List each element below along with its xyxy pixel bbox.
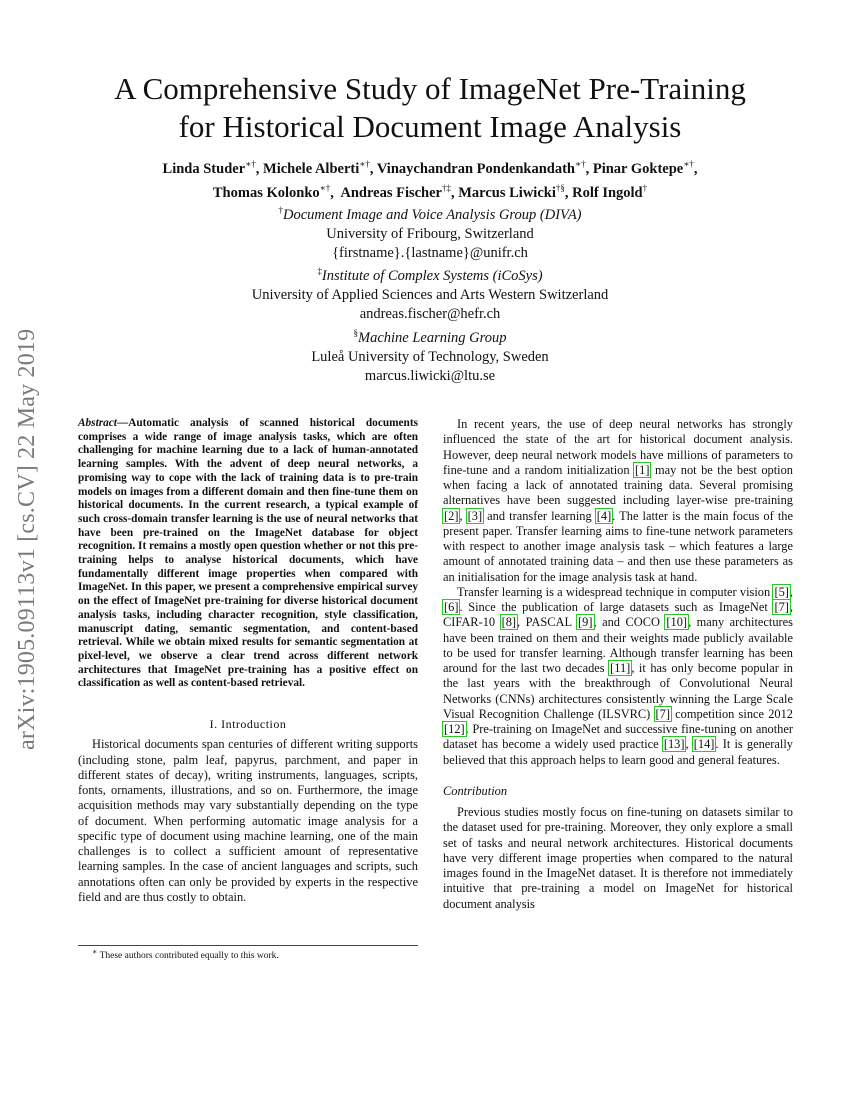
author-name: Rolf Ingold <box>572 184 643 201</box>
citation-link[interactable]: [3] <box>467 508 483 523</box>
affiliation-diva: †Document Image and Voice Analysis Group (DIVA) University of Fribourg, Switzerland {firstname}.{lastname}@unifr.ch <box>60 201 800 263</box>
affiliation-institution: Luleå University of Technology, Sweden <box>311 348 549 365</box>
affiliation-email: andreas.fischer@hefr.ch <box>359 305 501 322</box>
body-paragraph: Previous studies mostly focus on fine-tuning on datasets similar to the dataset used for pre-training. Moreover, they only explore a small set of tasks and neural network architectures. Historical documents have very different image properties when compared to the natural images found in the ImageNet dataset. It is therefore not immediately intuitive that pre-training a model on ImageNet for historical document analysis <box>443 805 793 911</box>
citation-link[interactable]: [5] <box>774 584 789 599</box>
footnote: ∗ These authors contributed equally to this work. <box>92 947 279 962</box>
author-name: Andreas Fischer <box>340 184 442 201</box>
left-column <box>78 417 418 905</box>
title-line-1: A Comprehensive Study of ImageNet Pre-Training <box>114 71 746 106</box>
citation-link[interactable]: [7] <box>655 706 670 721</box>
footnote-divider <box>78 945 418 946</box>
citation-link[interactable]: [1] <box>635 462 650 477</box>
author-name: Pinar Goktepe <box>592 160 684 177</box>
author-list: Linda Studer∗†, Michele Alberti∗†, Vinaychandran Pondenkandath∗†, Pinar Goktepe∗†, Thomas Kolonko∗†, Andreas Fischer†‡, Marcus Liwicki†§, Rolf Ingold† <box>162 159 698 201</box>
citation-link[interactable]: [12] <box>444 722 465 736</box>
intro-paragraph: Historical documents span centuries of different writing supports (including stone, palm leaf, papyrus, parchment, and paper in different states of decay), writing instruments, languages, scripts, fonts, ornaments, illustrations, and so on. Furthermore, the image acquisition methods may vary substantially depending on the type of document. When performing automatic image analysis for a specific type of document using machine learning, one of the main challenges is to collect a sufficient amount of representative learning samples. In the case of ancient languages and scripts, such annotations often can only be provided by experts in the respective field and are thus costly to obtain. <box>78 737 418 904</box>
right-column <box>443 417 793 912</box>
subsection-heading-contribution: Contribution <box>443 783 508 798</box>
citation-link[interactable]: [11] <box>610 661 631 675</box>
abstract-text: —Automatic analysis of scanned historical documents comprises a wide range of image analysis tasks, which are often challenging for machine learning due to a lack of human-annotated learning samples. With the advent of deep neural networks, a promising way to cope with the lack of training data is to pre-train models on images from a different domain and then fine-tune them on historical documents. In the current research, a typical example of such cross-domain transfer learning is the use of neural networks that have been pre-trained on the ImageNet database for object recognition. It remains a mostly open question whether or not this pre-training helps to analyse historical documents, which have fundamentally different image properties when compared with ImageNet. In this paper, we present a comprehensive empirical survey on the effect of ImageNet pre-training for diverse historical document analysis tasks, including character recognition, style classification, manuscript dating, semantic segmentation, and content-based retrieval. While we obtain mixed results for semantic segmentation at pixel-level, we observe a clear trend across different network architectures that ImageNet pre-training has a positive effect on classification as well as content-based retrieval. <box>78 417 418 690</box>
author-name: Linda Studer <box>162 160 246 177</box>
body-paragraph: In recent years, the use of deep neural networks has strongly influenced the state of the art for historical document analysis. However, deep neural network models have millions of parameters to fine-tune and a random initialization [1] may not be the best option when facing a lack of annotated training data. Several promising alternatives have been suggested including layer-wise pre-training [2], [3] and transfer learning [4]. The latter is the main focus of the present paper. Transfer learning aims to fine-tune network parameters with respect to another image analysis task – which features a large amount of annotated training data – and then use these parameters as an initialisation for the image analysis task at hand. <box>443 417 793 584</box>
arxiv-identifier[interactable]: arXiv:1905.09113v1 [cs.CV] 22 May 2019 <box>14 328 40 750</box>
citation-link[interactable]: [8] <box>501 615 517 630</box>
abstract <box>78 417 418 691</box>
citation-link[interactable]: [4] <box>596 508 612 523</box>
citation-link[interactable]: [7] <box>774 600 789 614</box>
title-line-2: for Historical Document Image Analysis <box>178 109 682 144</box>
affiliation-email: {firstname}.{lastname}@unifr.ch <box>332 244 528 261</box>
abstract-label: Abstract <box>78 417 117 429</box>
affiliation-institution: University of Fribourg, Switzerland <box>326 225 534 242</box>
affiliation-icosys: ‡Institute of Complex Systems (iCoSys) University of Applied Sciences and Arts Western Switzerland andreas.fischer@hefr.ch <box>60 262 800 324</box>
author-name: Thomas Kolonko <box>212 184 320 201</box>
section-heading-introduction: I. Introduction <box>209 717 287 732</box>
citation-link[interactable]: [6] <box>444 600 459 614</box>
affiliation-email: marcus.liwicki@ltu.se <box>364 367 496 384</box>
author-name: Marcus Liwicki <box>458 184 556 201</box>
citation-link[interactable]: [10] <box>666 615 688 630</box>
author-name: Michele Alberti <box>263 160 360 177</box>
paper-title <box>60 70 800 146</box>
citation-link[interactable]: [2] <box>444 508 459 523</box>
citation-link[interactable]: [14] <box>693 737 715 752</box>
affiliation-group: Machine Learning Group <box>358 329 507 346</box>
affiliation-group: Document Image and Voice Analysis Group (DIVA) <box>282 206 582 223</box>
citation-link[interactable]: [13] <box>663 737 685 752</box>
affiliation-institution: University of Applied Sciences and Arts Western Switzerland <box>251 286 609 303</box>
citation-link[interactable]: [9] <box>578 615 593 630</box>
affiliation-ml-group: §Machine Learning Group Luleå University of Technology, Sweden marcus.liwicki@ltu.se <box>60 324 800 386</box>
body-paragraph: Transfer learning is a widespread technique in computer vision [5], [6]. Since the publication of large datasets such as ImageNet [7], CIFAR-10 [8], PASCAL [9], and COCO [10], many architectures have been trained on them and their weights made publicly available to be used for transfer learning. Although transfer learning has been around for the last two decades [11], it has only become popular in the last years with the breakthrough of Convolutional Neural Networks (CNNs) architectures consistently winning the Large Scale Visual Recognition Challenge (ILSVRC) [7] competition since 2012 [12]. Pre-training on ImageNet and successive fine-tuning on another dataset has become a widely used practice [13], [14]. It is generally believed that this approach helps to learn good and general features. <box>443 584 793 767</box>
affiliation-group: Institute of Complex Systems (iCoSys) <box>321 267 543 284</box>
author-name: Vinaychandran Pondenkandath <box>376 160 575 177</box>
